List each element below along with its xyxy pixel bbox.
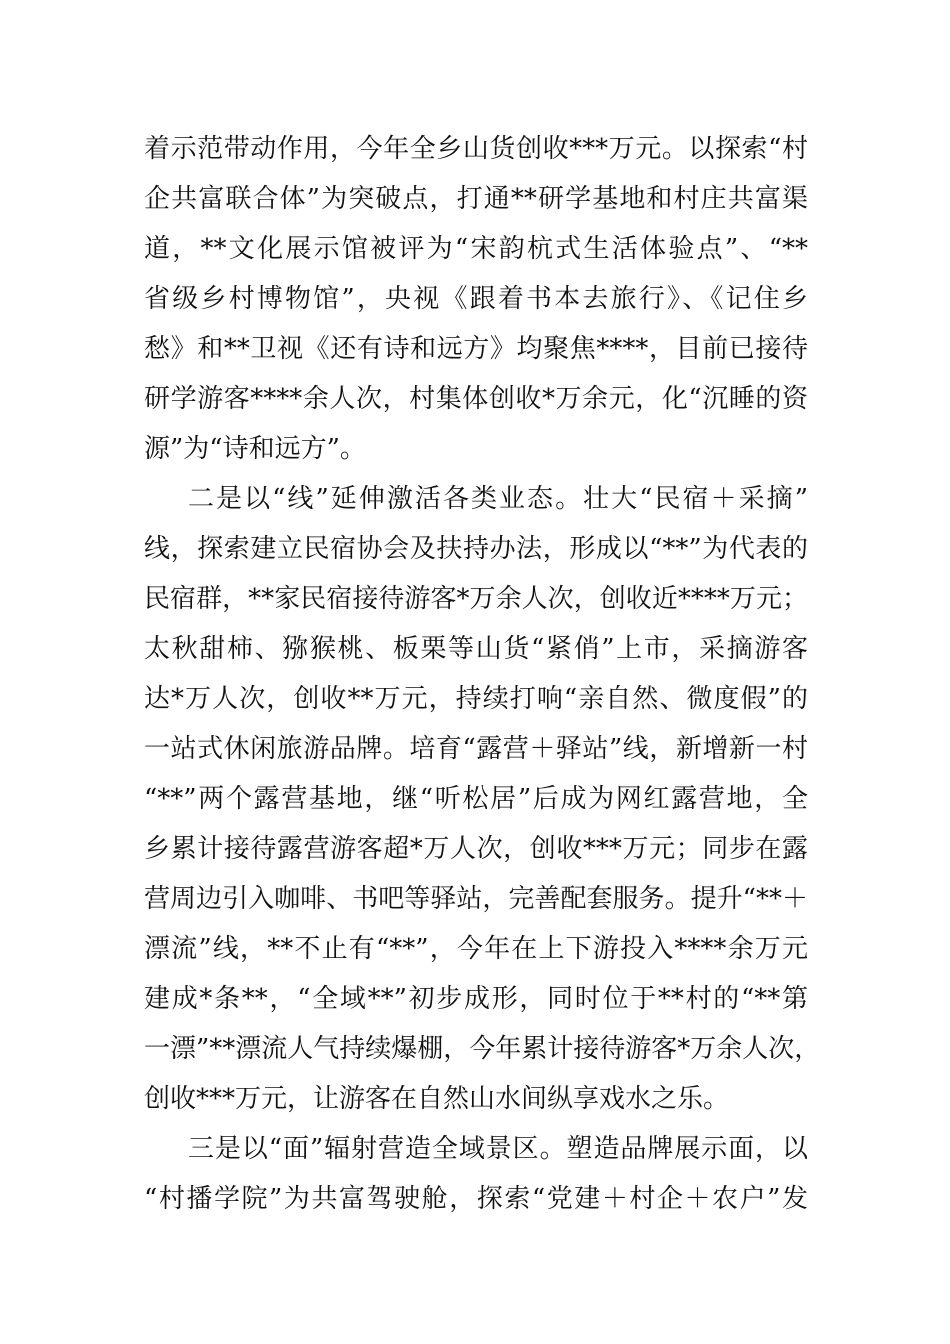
paragraph-1-line-6: 研学游客****余人次，村集体创收*万余元，化“沉睡的资 — [144, 384, 808, 414]
paragraph-2-line-4: 太秋甜柿、猕猴桃、板栗等山货“紧俏”上市，采摘游客 — [144, 634, 808, 664]
paragraph-1-line-2: 企共富联合体”为突破点，打通**研学基地和村庄共富渠 — [144, 184, 808, 214]
paragraph-3-line-1: 三是以“面”辐射营造全域景区。塑造品牌展示面，以 — [188, 1134, 808, 1164]
paragraph-2-line-11: 建成*条**，“全域**”初步成形，同时位于**村的“**第 — [144, 984, 808, 1014]
paragraph-2-line-1: 二是以“线”延伸激活各类业态。壮大“民宿＋采摘” — [188, 484, 808, 514]
paragraph-2-line-5: 达*万人次，创收**万元，持续打响“亲自然、微度假”的 — [144, 684, 808, 714]
paragraph-1-line-5: 愁》和**卫视《还有诗和远方》均聚焦****，目前已接待 — [144, 334, 808, 364]
paragraph-2-line-7: “**”两个露营基地，继“听松居”后成为网红露营地，全 — [144, 784, 808, 814]
paragraph-2-line-6: 一站式休闲旅游品牌。培育“露营＋驿站”线，新增新一村 — [144, 734, 808, 764]
paragraph-1-line-4: 省级乡村博物馆”，央视《跟着书本去旅行》、《记住乡 — [144, 284, 808, 314]
paragraph-2-line-3: 民宿群，**家民宿接待游客*万余人次，创收近****万元； — [144, 584, 808, 614]
paragraph-2-line-12: 一漂”**漂流人气持续爆棚，今年累计接待游客*万余人次， — [144, 1034, 821, 1064]
paragraph-2-line-2: 线，探索建立民宿协会及扶持办法，形成以“**”为代表的 — [144, 534, 808, 564]
paragraph-2-line-8: 乡累计接待露营游客超*万人次，创收***万元；同步在露 — [144, 834, 808, 864]
paragraph-2-line-9: 营周边引入咖啡、书吧等驿站，完善配套服务。提升“**＋ — [144, 884, 808, 914]
paragraph-1-line-7: 源”为“诗和远方”。 — [144, 434, 366, 464]
paragraph-1-line-3: 道，**文化展示馆被评为“宋韵杭式生活体验点”、“** — [144, 234, 808, 264]
paragraph-1-line-1: 着示范带动作用，今年全乡山货创收***万元。以探索“村 — [144, 134, 808, 164]
paragraph-2-line-13: 创收***万元，让游客在自然山水间纵享戏水之乐。 — [144, 1084, 730, 1114]
paragraph-2-line-10: 漂流”线，**不止有“**”，今年在上下游投入****余万元 — [144, 934, 808, 964]
paragraph-3-line-2: “村播学院”为共富驾驶舱，探索“党建＋村企＋农户”发 — [144, 1184, 808, 1214]
